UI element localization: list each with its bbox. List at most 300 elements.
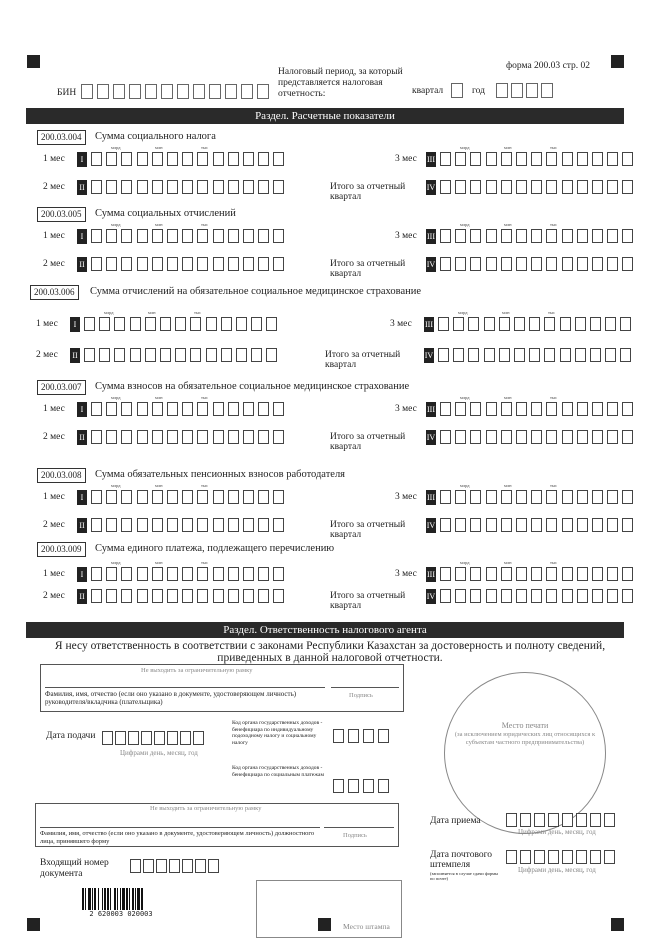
month3-digit-cell[interactable] [470,402,481,416]
month3-digit-cell[interactable] [577,402,588,416]
date-cell[interactable] [128,731,139,745]
month3-digit-cell[interactable] [440,490,451,504]
date-cell[interactable] [102,731,113,745]
month1-digit-cell[interactable] [137,402,148,416]
code-cell[interactable] [348,729,359,743]
month2-digit-cell[interactable] [160,348,171,362]
month1-digit-cell[interactable] [273,152,284,166]
month3-digit-cell[interactable] [531,152,542,166]
total-digit-cell[interactable] [470,518,481,532]
total-digit-cell[interactable] [546,257,557,271]
month1-digit-cell[interactable] [106,490,117,504]
month3-digit-cell[interactable] [501,490,512,504]
month2-digit-cell[interactable] [182,257,193,271]
total-digit-cell[interactable] [546,518,557,532]
month3-digit-cell[interactable] [546,567,557,581]
month3-digit-cell[interactable] [622,402,633,416]
month3-digit-cell[interactable] [486,229,497,243]
month1-digit-cell[interactable] [121,229,132,243]
month3-digit-cell[interactable] [470,567,481,581]
month3-digit-cell[interactable] [455,152,466,166]
month3-digit-cell[interactable] [455,490,466,504]
month1-digit-cell[interactable] [197,490,208,504]
month2-digit-cell[interactable] [121,430,132,444]
month1-digit-cell[interactable] [273,490,284,504]
month2-digit-cell[interactable] [145,348,156,362]
month1-digit-cell[interactable] [152,567,163,581]
total-digit-cell[interactable] [620,348,631,362]
total-digit-cell[interactable] [484,348,495,362]
total-digit-cell[interactable] [516,180,527,194]
month3-digit-cell[interactable] [531,490,542,504]
month2-digit-cell[interactable] [121,257,132,271]
total-digit-cell[interactable] [592,180,603,194]
month1-digit-cell[interactable] [206,317,217,331]
month2-digit-cell[interactable] [137,257,148,271]
month2-digit-cell[interactable] [175,348,186,362]
date-cell[interactable] [604,813,615,827]
month1-digit-cell[interactable] [182,152,193,166]
signature-line[interactable] [331,687,399,688]
total-digit-cell[interactable] [438,348,449,362]
month3-digit-cell[interactable] [592,490,603,504]
month3-digit-cell[interactable] [440,567,451,581]
total-digit-cell[interactable] [592,430,603,444]
month2-digit-cell[interactable] [167,180,178,194]
date-cell[interactable] [534,813,545,827]
month2-digit-cell[interactable] [228,257,239,271]
month3-digit-cell[interactable] [501,567,512,581]
month1-digit-cell[interactable] [251,317,262,331]
total-digit-cell[interactable] [562,518,573,532]
date-cell[interactable] [590,813,601,827]
month3-digit-cell[interactable] [562,490,573,504]
month1-digit-cell[interactable] [213,229,224,243]
month3-digit-cell[interactable] [470,490,481,504]
month2-digit-cell[interactable] [106,518,117,532]
bin-cell[interactable] [129,84,141,99]
date-cell[interactable] [562,813,573,827]
total-digit-cell[interactable] [607,257,618,271]
total-digit-cell[interactable] [577,430,588,444]
month1-digit-cell[interactable] [228,567,239,581]
total-digit-cell[interactable] [531,518,542,532]
total-digit-cell[interactable] [562,430,573,444]
month3-digit-cell[interactable] [516,152,527,166]
month1-digit-cell[interactable] [152,402,163,416]
month3-digit-cell[interactable] [455,402,466,416]
bin-cell[interactable] [81,84,93,99]
month1-digit-cell[interactable] [197,152,208,166]
month2-digit-cell[interactable] [114,348,125,362]
total-digit-cell[interactable] [453,348,464,362]
month2-digit-cell[interactable] [213,589,224,603]
month2-digit-cell[interactable] [221,348,232,362]
code-cell[interactable] [363,729,374,743]
year-cell[interactable] [496,83,508,98]
month3-digit-cell[interactable] [592,402,603,416]
month2-digit-cell[interactable] [228,589,239,603]
month1-digit-cell[interactable] [106,229,117,243]
month2-digit-cell[interactable] [167,257,178,271]
total-digit-cell[interactable] [592,589,603,603]
total-digit-cell[interactable] [577,180,588,194]
month1-digit-cell[interactable] [106,402,117,416]
month2-digit-cell[interactable] [152,180,163,194]
month2-digit-cell[interactable] [243,430,254,444]
month3-digit-cell[interactable] [514,317,525,331]
total-digit-cell[interactable] [486,589,497,603]
date-cell[interactable] [180,731,191,745]
month1-digit-cell[interactable] [197,567,208,581]
month3-digit-cell[interactable] [577,490,588,504]
month2-digit-cell[interactable] [213,518,224,532]
bin-cell[interactable] [113,84,125,99]
total-digit-cell[interactable] [605,348,616,362]
total-digit-cell[interactable] [501,180,512,194]
month2-digit-cell[interactable] [91,518,102,532]
signature-line[interactable] [324,827,394,828]
month2-digit-cell[interactable] [236,348,247,362]
month2-digit-cell[interactable] [106,430,117,444]
total-digit-cell[interactable] [470,589,481,603]
month2-digit-cell[interactable] [258,180,269,194]
bin-cell[interactable] [97,84,109,99]
bin-cell[interactable] [145,84,157,99]
date-cell[interactable] [506,850,517,864]
month3-digit-cell[interactable] [605,317,616,331]
month3-digit-cell[interactable] [531,229,542,243]
month2-digit-cell[interactable] [84,348,95,362]
month1-digit-cell[interactable] [236,317,247,331]
total-digit-cell[interactable] [590,348,601,362]
month1-digit-cell[interactable] [213,490,224,504]
month3-digit-cell[interactable] [470,229,481,243]
total-digit-cell[interactable] [486,257,497,271]
month3-digit-cell[interactable] [455,567,466,581]
total-digit-cell[interactable] [440,589,451,603]
year-cell[interactable] [511,83,523,98]
month1-digit-cell[interactable] [137,490,148,504]
date-cell[interactable] [548,813,559,827]
month2-digit-cell[interactable] [152,257,163,271]
month2-digit-cell[interactable] [273,518,284,532]
code-cell[interactable] [378,729,389,743]
month2-digit-cell[interactable] [228,180,239,194]
total-digit-cell[interactable] [470,257,481,271]
month2-digit-cell[interactable] [91,180,102,194]
month2-digit-cell[interactable] [243,518,254,532]
year-cell[interactable] [541,83,553,98]
month1-digit-cell[interactable] [121,490,132,504]
month3-digit-cell[interactable] [607,402,618,416]
total-digit-cell[interactable] [577,518,588,532]
month2-digit-cell[interactable] [167,518,178,532]
month3-digit-cell[interactable] [577,229,588,243]
month3-digit-cell[interactable] [453,317,464,331]
month3-digit-cell[interactable] [455,229,466,243]
date-cell[interactable] [576,813,587,827]
month1-digit-cell[interactable] [243,490,254,504]
month1-digit-cell[interactable] [258,402,269,416]
month1-digit-cell[interactable] [273,229,284,243]
month3-digit-cell[interactable] [577,152,588,166]
total-digit-cell[interactable] [546,589,557,603]
month3-digit-cell[interactable] [440,152,451,166]
month3-digit-cell[interactable] [516,490,527,504]
total-digit-cell[interactable] [562,257,573,271]
month3-digit-cell[interactable] [529,317,540,331]
month1-digit-cell[interactable] [213,152,224,166]
month2-digit-cell[interactable] [182,589,193,603]
number-cell[interactable] [143,859,154,873]
total-digit-cell[interactable] [531,257,542,271]
total-digit-cell[interactable] [546,180,557,194]
month3-digit-cell[interactable] [544,317,555,331]
month2-digit-cell[interactable] [121,518,132,532]
month1-digit-cell[interactable] [243,152,254,166]
month1-digit-cell[interactable] [121,402,132,416]
year-cell[interactable] [526,83,538,98]
month3-digit-cell[interactable] [440,402,451,416]
code-cell[interactable] [378,779,389,793]
month2-digit-cell[interactable] [167,430,178,444]
month3-digit-cell[interactable] [438,317,449,331]
total-digit-cell[interactable] [516,257,527,271]
month2-digit-cell[interactable] [182,518,193,532]
month2-digit-cell[interactable] [137,430,148,444]
month3-digit-cell[interactable] [607,229,618,243]
month1-digit-cell[interactable] [182,567,193,581]
total-digit-cell[interactable] [470,180,481,194]
date-cell[interactable] [520,850,531,864]
month3-digit-cell[interactable] [501,402,512,416]
month1-digit-cell[interactable] [228,152,239,166]
month1-digit-cell[interactable] [91,402,102,416]
month2-digit-cell[interactable] [197,589,208,603]
month3-digit-cell[interactable] [607,567,618,581]
month1-digit-cell[interactable] [114,317,125,331]
month1-digit-cell[interactable] [243,402,254,416]
total-digit-cell[interactable] [546,430,557,444]
month2-digit-cell[interactable] [137,180,148,194]
month2-digit-cell[interactable] [273,180,284,194]
month2-digit-cell[interactable] [258,518,269,532]
month2-digit-cell[interactable] [99,348,110,362]
total-digit-cell[interactable] [468,348,479,362]
month3-digit-cell[interactable] [622,152,633,166]
month2-digit-cell[interactable] [243,589,254,603]
number-cell[interactable] [169,859,180,873]
month1-digit-cell[interactable] [243,229,254,243]
date-cell[interactable] [167,731,178,745]
total-digit-cell[interactable] [486,430,497,444]
total-digit-cell[interactable] [592,257,603,271]
month2-digit-cell[interactable] [197,180,208,194]
month2-digit-cell[interactable] [228,430,239,444]
date-cell[interactable] [590,850,601,864]
code-cell[interactable] [348,779,359,793]
month3-digit-cell[interactable] [562,567,573,581]
total-digit-cell[interactable] [516,589,527,603]
number-cell[interactable] [182,859,193,873]
total-digit-cell[interactable] [501,518,512,532]
total-digit-cell[interactable] [577,589,588,603]
total-digit-cell[interactable] [562,589,573,603]
month3-digit-cell[interactable] [562,152,573,166]
month2-digit-cell[interactable] [213,430,224,444]
date-cell[interactable] [548,850,559,864]
month2-digit-cell[interactable] [91,430,102,444]
month1-digit-cell[interactable] [273,402,284,416]
month1-digit-cell[interactable] [152,490,163,504]
month1-digit-cell[interactable] [258,152,269,166]
month3-digit-cell[interactable] [622,490,633,504]
month1-digit-cell[interactable] [258,229,269,243]
total-digit-cell[interactable] [592,518,603,532]
month1-digit-cell[interactable] [273,567,284,581]
month3-digit-cell[interactable] [562,229,573,243]
month2-digit-cell[interactable] [273,257,284,271]
total-digit-cell[interactable] [440,180,451,194]
month3-digit-cell[interactable] [560,317,571,331]
total-digit-cell[interactable] [486,180,497,194]
date-cell[interactable] [534,850,545,864]
total-digit-cell[interactable] [501,257,512,271]
total-digit-cell[interactable] [622,518,633,532]
number-cell[interactable] [208,859,219,873]
total-digit-cell[interactable] [501,589,512,603]
month1-digit-cell[interactable] [145,317,156,331]
total-digit-cell[interactable] [531,180,542,194]
month1-digit-cell[interactable] [243,567,254,581]
month2-digit-cell[interactable] [243,257,254,271]
month1-digit-cell[interactable] [152,152,163,166]
month3-digit-cell[interactable] [592,152,603,166]
month1-digit-cell[interactable] [197,229,208,243]
code-cell[interactable] [333,779,344,793]
month1-digit-cell[interactable] [137,152,148,166]
total-digit-cell[interactable] [575,348,586,362]
month3-digit-cell[interactable] [468,317,479,331]
month3-digit-cell[interactable] [546,490,557,504]
bin-cell[interactable] [257,84,269,99]
number-cell[interactable] [130,859,141,873]
total-digit-cell[interactable] [486,518,497,532]
month2-digit-cell[interactable] [182,180,193,194]
month3-digit-cell[interactable] [607,490,618,504]
month3-digit-cell[interactable] [516,567,527,581]
month3-digit-cell[interactable] [546,402,557,416]
quarter-cell[interactable] [451,83,463,98]
month2-digit-cell[interactable] [190,348,201,362]
total-digit-cell[interactable] [531,589,542,603]
number-cell[interactable] [195,859,206,873]
bin-cell[interactable] [161,84,173,99]
month1-digit-cell[interactable] [213,402,224,416]
date-cell[interactable] [520,813,531,827]
bin-cell[interactable] [177,84,189,99]
month2-digit-cell[interactable] [266,348,277,362]
month2-digit-cell[interactable] [213,257,224,271]
month1-digit-cell[interactable] [258,567,269,581]
month3-digit-cell[interactable] [501,229,512,243]
month2-digit-cell[interactable] [121,589,132,603]
month3-digit-cell[interactable] [546,229,557,243]
month2-digit-cell[interactable] [121,180,132,194]
month3-digit-cell[interactable] [620,317,631,331]
total-digit-cell[interactable] [622,589,633,603]
total-digit-cell[interactable] [622,430,633,444]
month3-digit-cell[interactable] [486,490,497,504]
month1-digit-cell[interactable] [121,567,132,581]
month2-digit-cell[interactable] [273,589,284,603]
month1-digit-cell[interactable] [130,317,141,331]
total-digit-cell[interactable] [607,589,618,603]
month1-digit-cell[interactable] [84,317,95,331]
total-digit-cell[interactable] [440,257,451,271]
month1-digit-cell[interactable] [266,317,277,331]
month3-digit-cell[interactable] [607,152,618,166]
month2-digit-cell[interactable] [152,430,163,444]
month1-digit-cell[interactable] [175,317,186,331]
date-cell[interactable] [193,731,204,745]
month1-digit-cell[interactable] [213,567,224,581]
bin-cell[interactable] [193,84,205,99]
month3-digit-cell[interactable] [592,229,603,243]
total-digit-cell[interactable] [622,257,633,271]
total-digit-cell[interactable] [499,348,510,362]
bin-cell[interactable] [225,84,237,99]
month1-digit-cell[interactable] [152,229,163,243]
month1-digit-cell[interactable] [182,490,193,504]
month1-digit-cell[interactable] [137,229,148,243]
total-digit-cell[interactable] [607,180,618,194]
month1-digit-cell[interactable] [91,567,102,581]
month1-digit-cell[interactable] [182,402,193,416]
month2-digit-cell[interactable] [243,180,254,194]
month3-digit-cell[interactable] [499,317,510,331]
month2-digit-cell[interactable] [130,348,141,362]
number-cell[interactable] [156,859,167,873]
total-digit-cell[interactable] [544,348,555,362]
total-digit-cell[interactable] [455,257,466,271]
month2-digit-cell[interactable] [152,589,163,603]
month2-digit-cell[interactable] [258,589,269,603]
total-digit-cell[interactable] [560,348,571,362]
month2-digit-cell[interactable] [182,430,193,444]
month2-digit-cell[interactable] [228,518,239,532]
total-digit-cell[interactable] [577,257,588,271]
month3-digit-cell[interactable] [486,152,497,166]
month3-digit-cell[interactable] [470,152,481,166]
month1-digit-cell[interactable] [167,490,178,504]
month1-digit-cell[interactable] [258,490,269,504]
total-digit-cell[interactable] [455,518,466,532]
month1-digit-cell[interactable] [228,490,239,504]
month3-digit-cell[interactable] [592,567,603,581]
month1-digit-cell[interactable] [106,152,117,166]
month1-digit-cell[interactable] [137,567,148,581]
month3-digit-cell[interactable] [531,402,542,416]
date-cell[interactable] [576,850,587,864]
month2-digit-cell[interactable] [167,589,178,603]
month2-digit-cell[interactable] [106,257,117,271]
name-line[interactable] [40,827,320,828]
month1-digit-cell[interactable] [91,229,102,243]
total-digit-cell[interactable] [470,430,481,444]
month2-digit-cell[interactable] [206,348,217,362]
